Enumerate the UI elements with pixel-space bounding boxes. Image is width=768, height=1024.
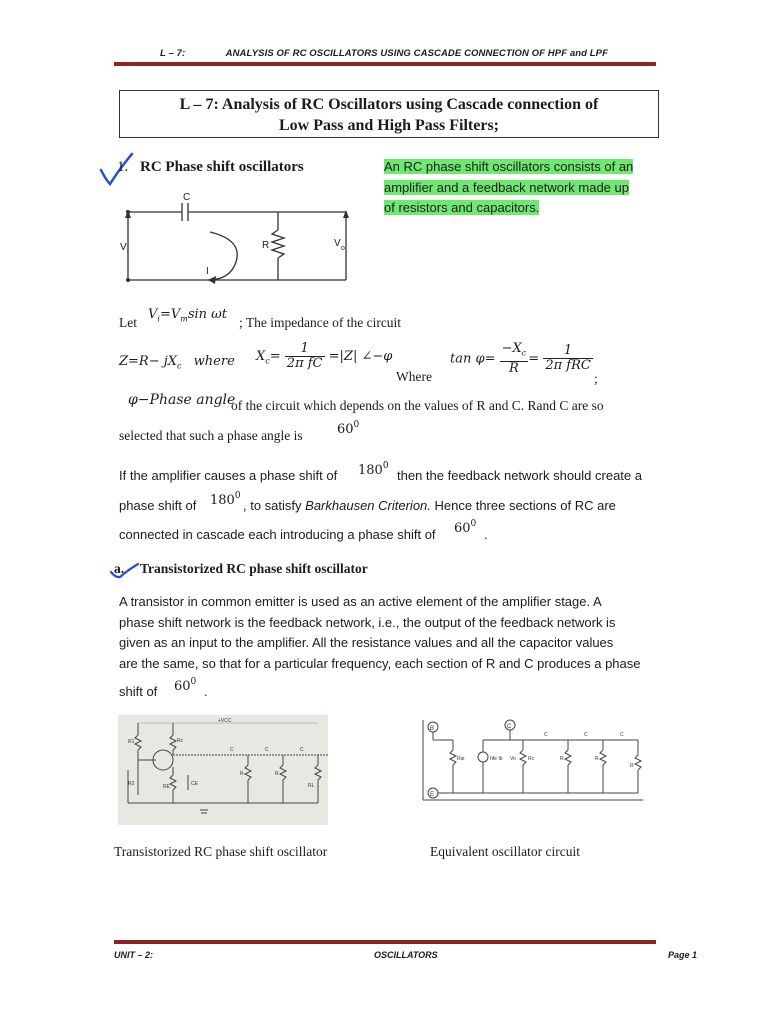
eq-den2: R [509,360,519,376]
para2-line-1: A transistor in common emitter is used as an active element of the amplifier stage. A [119,594,602,609]
amp-line-2a: phase shift of [119,498,197,513]
selected-line: selected that such a phase angle is [119,428,303,443]
para2-angle [174,679,196,694]
diagram-vi-sub: i [127,249,129,256]
highlighted-definition [384,157,652,219]
eq-where-1: where [193,354,235,369]
footer-page: Page 1 [668,950,698,960]
fig-right-c2: C [584,732,588,738]
amp-l2s: 0 [234,491,241,501]
tan-equation: tan φ= $\frac{-X_c}{R}$ = $\frac{1}{\text{2π fRC}}$ [450,341,591,376]
footer-unit: UNIT – 2: [114,950,154,960]
fig-right-rc: Rc [528,756,535,762]
diagram-c-label: C [183,192,191,203]
eq-z: Z=R− jX [119,354,178,369]
selected-val: 60 [337,422,354,437]
para2-s: 0 [190,677,197,687]
transistor-paragraph [119,592,659,674]
eq-xc: X [256,349,266,364]
amp-l1v: 180 [358,463,383,478]
where-word: Where [396,369,432,384]
para2-line-3: given as an input to the amplifier. All the resistance values and all the capacitor values [119,635,614,650]
header-lesson: L – 7: [159,48,186,59]
fig-right-vo: Vo [510,756,516,762]
fig-right-b: B [430,726,435,732]
left-figure-caption: Transistorized RC phase shift oscillator [114,844,328,859]
eq-num3: 1 [543,344,593,359]
fig-right-e: E [430,792,435,798]
phase-angle-symbol: φ−Phase angle [128,392,236,408]
diagram-r-label: R [262,240,270,251]
fig-right-c1: C [544,732,548,738]
fig-left-rc: Rc [177,738,184,744]
fig-left-r-b: R [275,771,279,777]
amp-l3s: 0 [470,519,477,529]
eq-xc-sub: c [265,356,270,366]
footer-center: OSCILLATORS [374,950,438,960]
fig-right-rie: Rie [457,756,465,762]
transistorized-circuit-figure [118,715,328,825]
fig-right-c: C [507,724,512,730]
eq-rest: =|Z| ∠−φ [328,349,393,364]
running-header [0,48,768,59]
input-voltage-equation [148,307,227,324]
eq-den3: 2π fRC [545,358,591,374]
fig-right-hfe: hfe Ib [490,756,503,762]
fig-left-c1: C [230,747,234,753]
fig-right-c3: C [620,732,624,738]
amp-line-3b: . [484,527,488,542]
fig-left-c3: C [300,747,304,753]
amp-line-3-angle [454,521,476,536]
fig-left-c2: C [265,747,269,753]
title-box [119,90,659,138]
amp-line-1-angle [358,463,389,478]
fig-right-r-b: R [595,756,599,762]
header-rule [114,62,656,66]
para2-line-2: phase shift network is the feedback network, i.e., the output of the feedback network is [119,614,616,630]
rc-network-diagram [118,188,358,290]
amp-l2c: Hence three sections of RC are [434,498,616,513]
fig-left-vcc: +VCC [218,718,232,724]
amp-l3v: 60 [454,521,471,536]
eq-semicolon: ; [594,371,598,386]
let-word: Let [119,315,137,330]
selected-angle [337,422,359,437]
header-title: ANALYSIS OF RC OSCILLATORS USING CASCADE CONNECTION OF HPF and LPF [225,48,609,59]
amp-l2v: 180 [210,493,235,508]
section-heading: RC Phase shift oscillators [140,159,304,175]
barkhausen-criterion: Barkhausen Criterion. [305,498,431,513]
amp-l1s: 0 [382,461,389,471]
fig-right-r-c: R [630,763,634,769]
equivalent-circuit-figure [418,715,652,805]
impedance-intro: ; The impedance of the circuit [239,315,402,330]
amp-line-2-angle [210,493,241,508]
para2-line-5: shift of [119,684,158,699]
title-line-1: L – 7: Analysis of RC Oscillators using Cascade connection of [179,96,599,113]
eq-tan: tan φ= [450,351,496,367]
diagram-vo-sub: o [341,245,345,252]
fig-left-rl: RL [308,783,315,789]
amp-line-1a: If the amplifier causes a phase shift of [119,468,338,483]
amp-line-3a: connected in cascade each introducing a phase shift of [119,527,436,542]
eq-z-sub: c [177,361,182,371]
para2-line-4: are the same, so that for a particular frequency, each section of R and C produces a phase [119,655,641,671]
eq-vm: =V [159,307,181,322]
reactance-equation: $X_c=$ $\frac{1}{\text{2π fC}}$ =|Z| ∠−φ [256,341,393,371]
right-figure-caption: Equivalent oscillator circuit [430,844,580,859]
eq-den: 2π fC [286,356,323,371]
selected-sup: 0 [353,420,360,430]
diagram-vi-label: V [120,242,127,253]
eq-num: 1 [285,342,325,357]
section-number: 1. [117,159,129,175]
fig-left-r2: R2 [128,781,135,787]
eq-v: V [148,307,158,322]
highlight-line-2: amplifier and a feedback network made up [384,179,629,195]
amp-line-2b [243,498,616,513]
highlight-line-3: of resistors and capacitors. [384,200,540,215]
amp-line-1b: then the feedback network should create a [397,468,642,483]
fig-left-r-a: R [240,771,244,777]
amp-l2b: , to satisfy [243,498,302,513]
para2-v: 60 [174,679,191,694]
para2-end: . [204,684,208,699]
fig-left-ce: CE [191,781,198,787]
title-line-2: Low Pass and High Pass Filters; [278,117,499,134]
fig-left-re: RE [163,784,170,790]
fig-left-r1: R1 [128,739,135,745]
highlight-line-1: An RC phase shift oscillators consists of an [384,159,634,174]
eq-vm-sub: m [180,314,188,324]
impedance-equation [119,354,235,371]
eq-num2: −X [501,341,522,356]
subsection-label: a. [114,561,125,576]
footer-rule [114,940,656,944]
diagram-vo-label: V [334,238,341,249]
subsection-heading: Transistorized RC phase shift oscillator [140,561,368,576]
eq-sin: sin ωt [187,307,227,322]
diagram-i-label: I [206,266,209,277]
phase-angle-text: of the circuit which depends on the values of R and C. Rand C are so [231,398,604,413]
eq-v-sub: i [157,314,160,324]
eq-num2-sub: c [521,348,527,358]
fig-right-r-a: R [560,756,564,762]
